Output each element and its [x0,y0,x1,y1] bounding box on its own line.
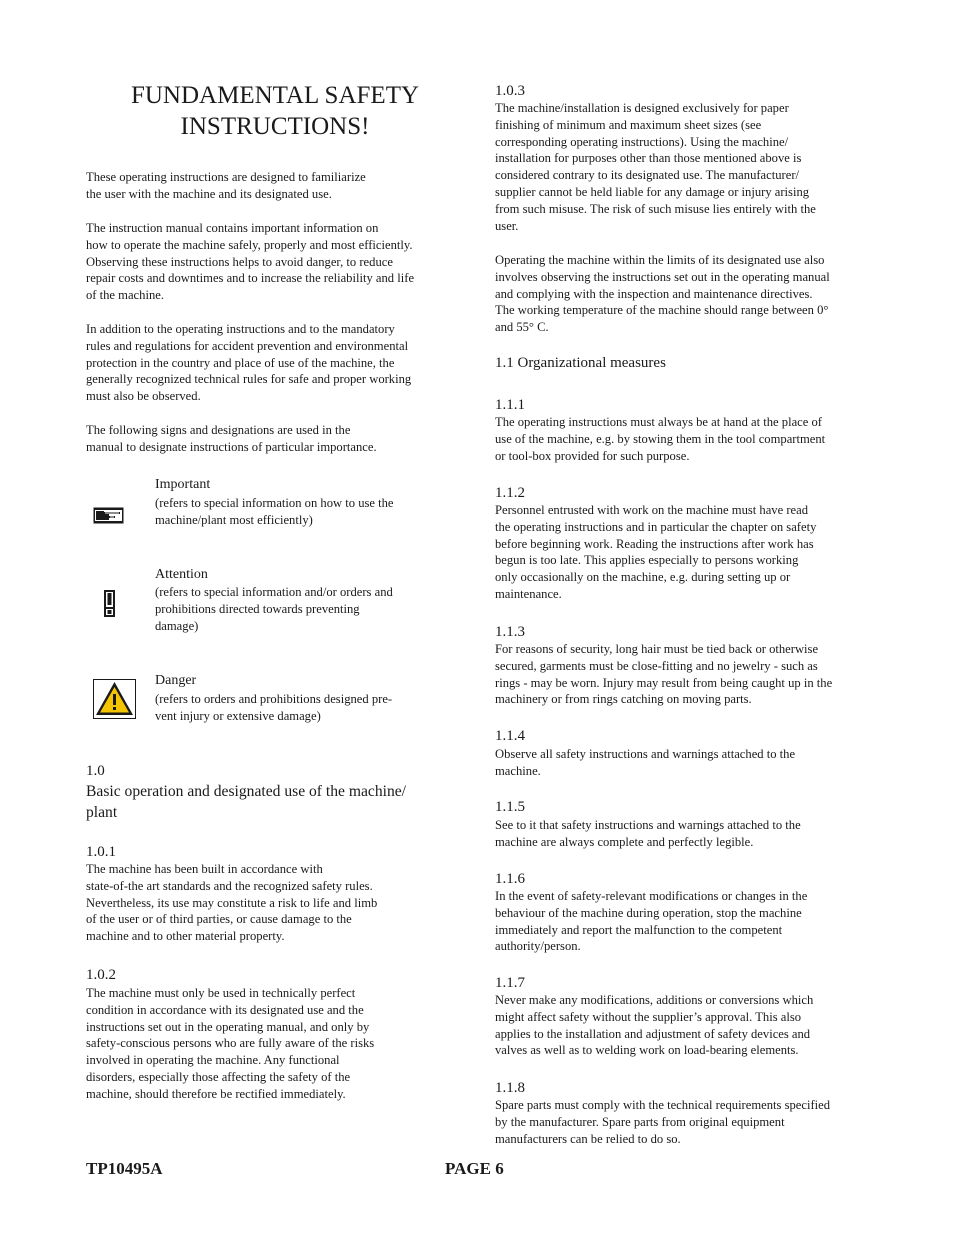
section-1-1-1-text: The operating instructions must always be at hand at the place of use of the machine, e.g. by stowing them in the tool compartment or tool-box provided for such purpose. [495,415,826,463]
intro-paragraph-4: The following signs and designations are used in the manual to designate instructions of particular importance. [86,423,377,454]
sign-attention-text: (refers to special information and/or orders and prohibitions directed towards preventing damage) [155,585,393,633]
intro-paragraph-3: In addition to the operating instructions and to the mandatory rules and regulations for accident prevention and environmental protection in the country and place of use of the machine, the generally recognized technical rules for safe and proper working must also be observed. [86,322,412,404]
exclamation-icon [104,590,115,617]
intro-paragraph-2: The instruction manual contains important information on how to operate the machine safely, properly and most efficiently. Observing these instructions helps to avoid danger, to reduce repair costs and downtimes and to increase the reliability and life of the machine. [86,221,415,303]
sign-important-title: Important [155,477,211,492]
warning-triangle-icon [93,679,136,719]
section-1-0-1-text: The machine has been built in accordance with state-of-the art standards and the recognized safety rules. Nevertheless, its use may constitute a risk to life and limb of the user or of third parties, or cause damage to the machine and to other material property. [86,862,378,944]
section-1-0-title: Basic operation and designated use of the machine/ plant [86,783,406,821]
section-1-1-2-text: Personnel entrusted with work on the machine must have read the operating instructions and in particular the chapter on safety before beginning work. Reading the instructions after work has begun is too late. This applies especially to persons working only occasionally on the machine, e.g. during setting up or maintenance. [495,503,817,601]
section-1-1-3-number: 1.1.3 [495,624,525,640]
sign-important-text: (refers to special information on how to use the machine/plant most efficiently) [155,496,394,527]
section-1-1-1-number: 1.1.1 [495,397,525,413]
section-1-1-4-number: 1.1.4 [495,728,525,744]
sign-attention-title: Attention [155,567,208,582]
section-1-0-3-text: The machine/installation is designed exclusively for paper finishing of minimum and maximum sheet sizes (see corresponding operating instructions). Using the machine/ installation for purposes other than those mentioned above is considered contrary to its designated use. The manufacturer/ supplier cannot be held liable for any damage or injury arising from such misuse. The risk of such misuse lies entirely with the user. [495,101,816,233]
section-1-1-7-number: 1.1.7 [495,975,525,991]
sign-danger-title: Danger [155,673,197,688]
section-1-1-title: 1.1 Organizational measures [495,355,666,371]
section-1-1-6-number: 1.1.6 [495,871,525,887]
intro-paragraph-1: These operating instructions are designed to familiarize the user with the machine and its designated use. [86,170,366,201]
section-1-1-3-text: For reasons of security, long hair must be tied back or otherwise secured, garments must be close-fitting and no jewelry - such as rings - may be worn. Injury may result from being caught up in the machinery or from rings catching on moving parts. [495,642,833,707]
section-1-1-2-number: 1.1.2 [495,485,525,501]
footer-page-number: PAGE 6 [445,1159,504,1178]
section-1-1-5-text: See to it that safety instructions and warnings attached to the machine are always complete and perfectly legible. [495,818,801,849]
section-1-1-8-number: 1.1.8 [495,1080,525,1096]
section-1-1-7-text: Never make any modifications, additions or conversions which might affect safety without the supplier’s approval. This also applies to the installation and adjustment of safety devices and valves as well as to welding work on load-bearing elements. [495,993,814,1058]
section-1-0-3-number: 1.0.3 [495,83,525,99]
section-1-1-6-text: In the event of safety-relevant modifications or changes in the behaviour of the machine during operation, stop the machine immediately and report the malfunction to the competent authority/person. [495,889,808,954]
section-1-1-8-text: Spare parts must comply with the technical requirements specified by the manufacturer. Spare parts from original equipment manufacturers can be relied to do so. [495,1098,831,1146]
section-1-0-2-text: The machine must only be used in technically perfect condition in accordance with its designated use and the instructions set out in the operating manual, and only by safety-conscious persons who are fully aware of the risks involved in operating the machine. Any functional disorders, especially those affecting the safety of the machine, should therefore be rectified immediately. [86,986,375,1101]
footer-doc-id: TP10495A [86,1159,163,1178]
section-1-0-number: 1.0 [86,763,105,779]
section-1-0-2-number: 1.0.2 [86,967,116,983]
page-title: FUNDAMENTAL SAFETY INSTRUCTIONS! [130,82,420,140]
section-1-1-5-number: 1.1.5 [495,799,525,815]
section-1-1-4-text: Observe all safety instructions and warnings attached to the machine. [495,747,796,778]
section-1-0-3-text-2: Operating the machine within the limits of its designated use also involves observing the instructions set out in the operating manual and complying with the inspection and maintenance directives. The working temperature of the machine should range between 0° and 55° C. [495,253,830,335]
sign-danger-text: (refers to orders and prohibitions designed pre- vent injury or extensive damage) [155,692,393,723]
section-1-0-1-number: 1.0.1 [86,844,116,860]
pointing-hand-icon [93,507,124,524]
